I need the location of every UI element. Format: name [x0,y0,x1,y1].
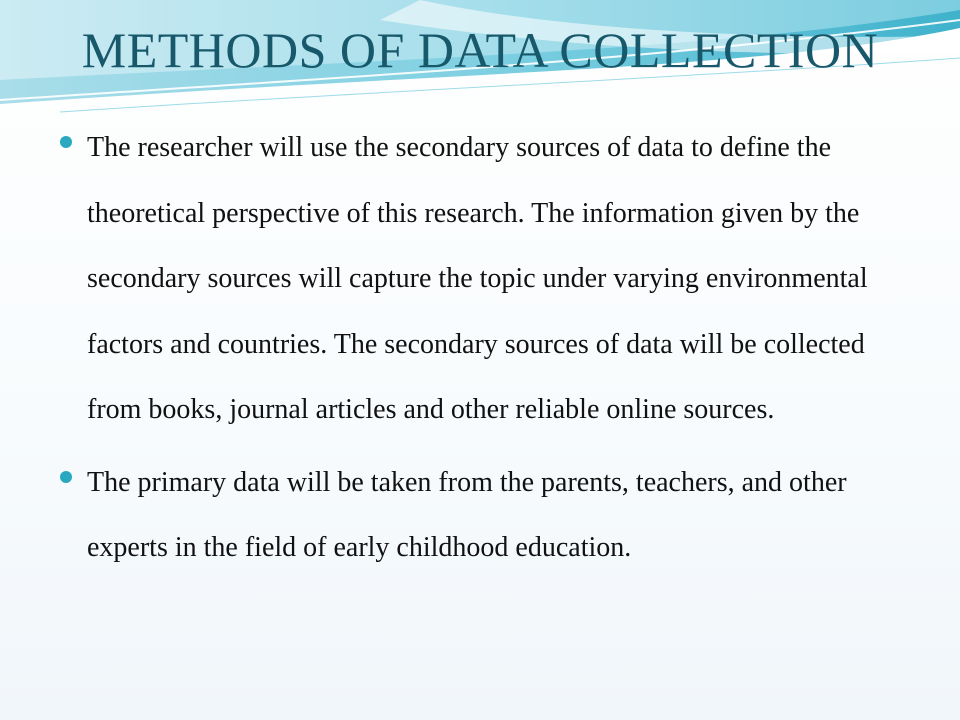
bullet-item-secondary-sources [56,115,926,443]
bullet-dot-icon [60,136,72,148]
slide-title: METHODS OF DATA COLLECTION [81,22,879,78]
bullet-text: The primary data will be taken from the parents, teachers, and other experts in the field of early childhood education. [87,466,847,563]
bullet-item-primary-data [56,450,926,581]
bullet-text: The researcher will use the secondary sources of data to define the theoretical perspective of this research. The information given by the secondary sources will capture the topic under varying environmental factors and countries. The secondary sources of data will be collected from books, journal articles and other reliable online sources. [87,132,868,425]
bullet-list [56,115,926,581]
bullet-dot-icon [60,471,72,483]
